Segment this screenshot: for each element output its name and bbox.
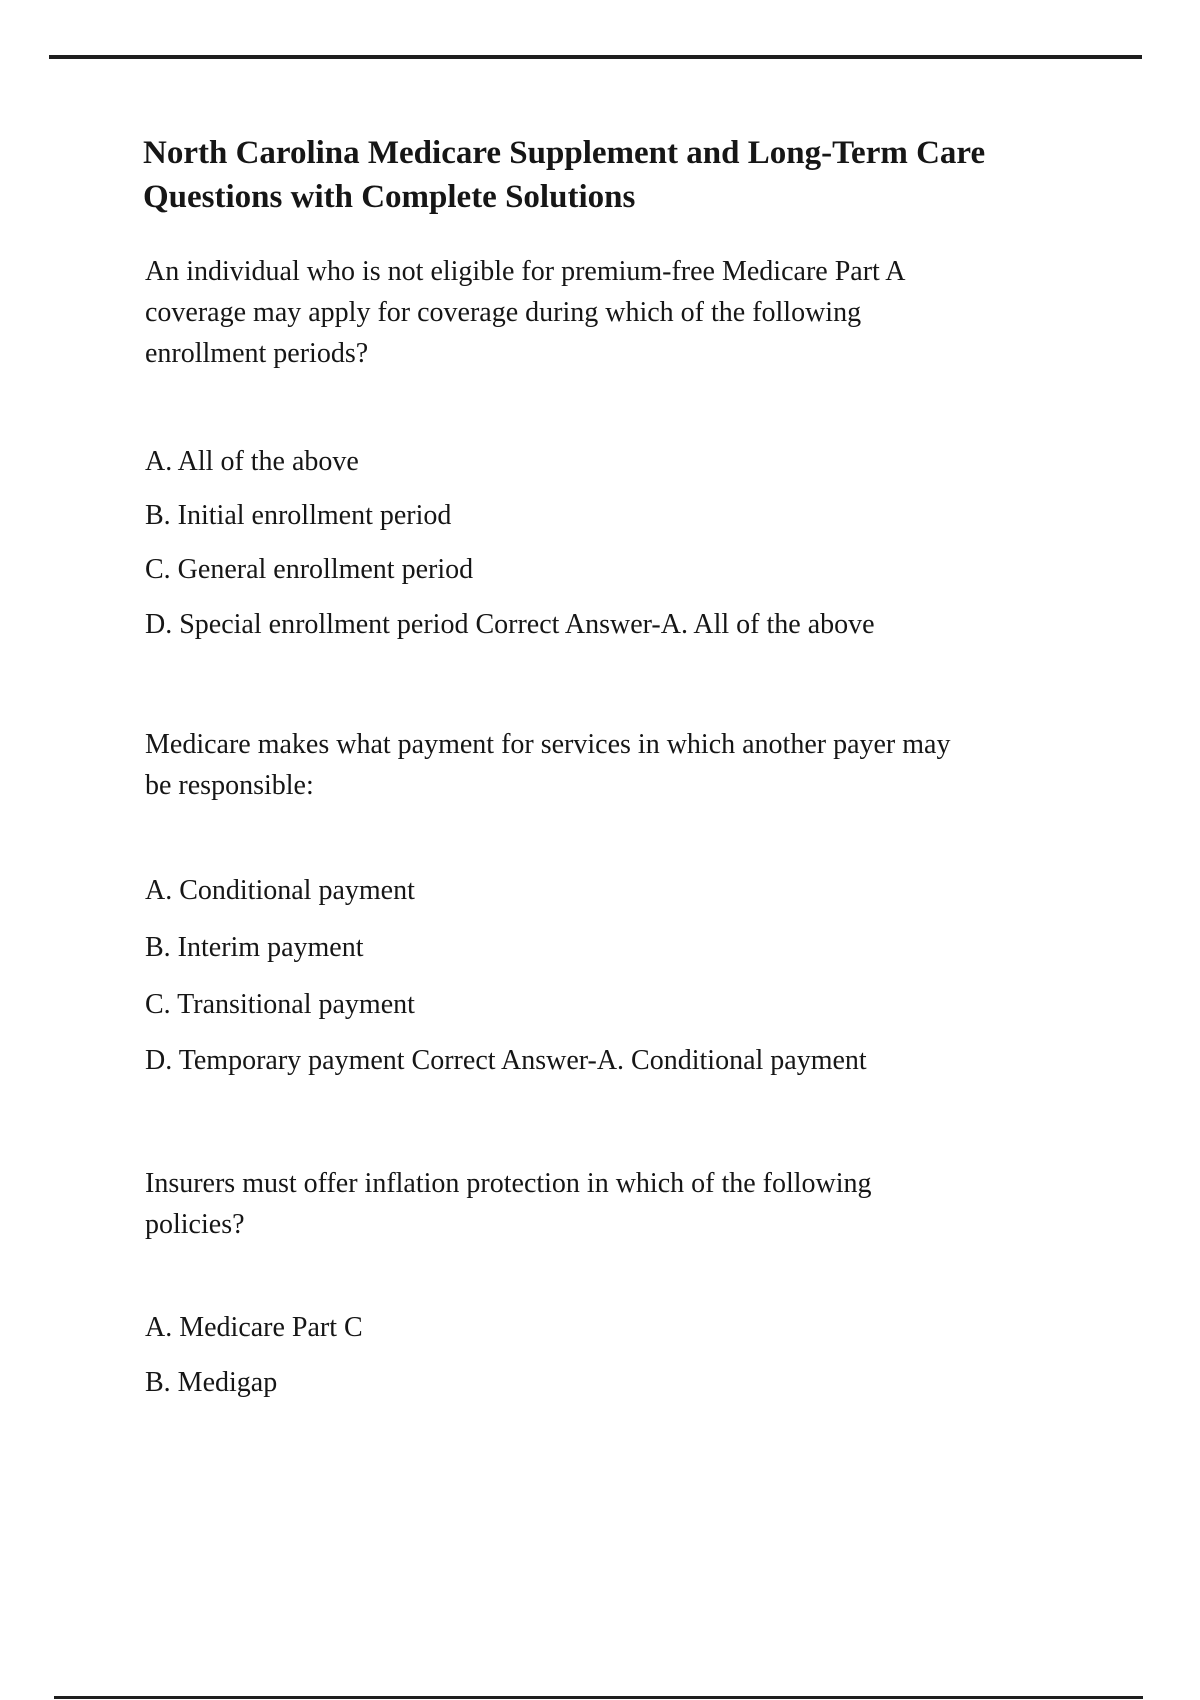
question-1-option-b: B. Initial enrollment period — [145, 500, 452, 531]
question-2-option-b: B. Interim payment — [145, 932, 364, 963]
bottom-rule — [54, 1696, 1143, 1699]
question-2-prompt-line-2: be responsible: — [145, 770, 314, 801]
page-title — [143, 131, 985, 219]
question-1-prompt-line-1: An individual who is not eligible for premium-free Medicare Part A — [145, 256, 906, 287]
question-2-prompt — [145, 724, 950, 806]
title-line-1: North Carolina Medicare Supplement and Long-Term Care — [143, 135, 986, 171]
top-rule — [49, 55, 1142, 59]
question-2-prompt-line-1: Medicare makes what payment for services in which another payer may — [145, 729, 951, 760]
question-3-option-b: B. Medigap — [145, 1367, 278, 1398]
title-line-2: Questions with Complete Solutions — [143, 179, 636, 215]
question-1-option-a: A. All of the above — [145, 446, 359, 477]
question-1-option-d-with-answer: D. Special enrollment period Correct Answer-A. All of the above — [145, 609, 875, 640]
question-1-prompt — [145, 251, 905, 374]
question-1-prompt-line-3: enrollment periods? — [145, 338, 369, 369]
question-3-prompt-line-1: Insurers must offer inflation protection in which of the following — [145, 1168, 872, 1199]
question-2-option-a: A. Conditional payment — [145, 875, 415, 906]
question-3-prompt-line-2: policies? — [145, 1209, 245, 1240]
question-3-prompt — [145, 1163, 872, 1245]
question-1-option-c: C. General enrollment period — [145, 554, 474, 585]
question-1-prompt-line-2: coverage may apply for coverage during which of the following — [145, 297, 862, 328]
question-3-option-a: A. Medicare Part C — [145, 1312, 363, 1343]
question-2-option-c: C. Transitional payment — [145, 989, 415, 1020]
question-2-option-d-with-answer: D. Temporary payment Correct Answer-A. Conditional payment — [145, 1045, 867, 1076]
